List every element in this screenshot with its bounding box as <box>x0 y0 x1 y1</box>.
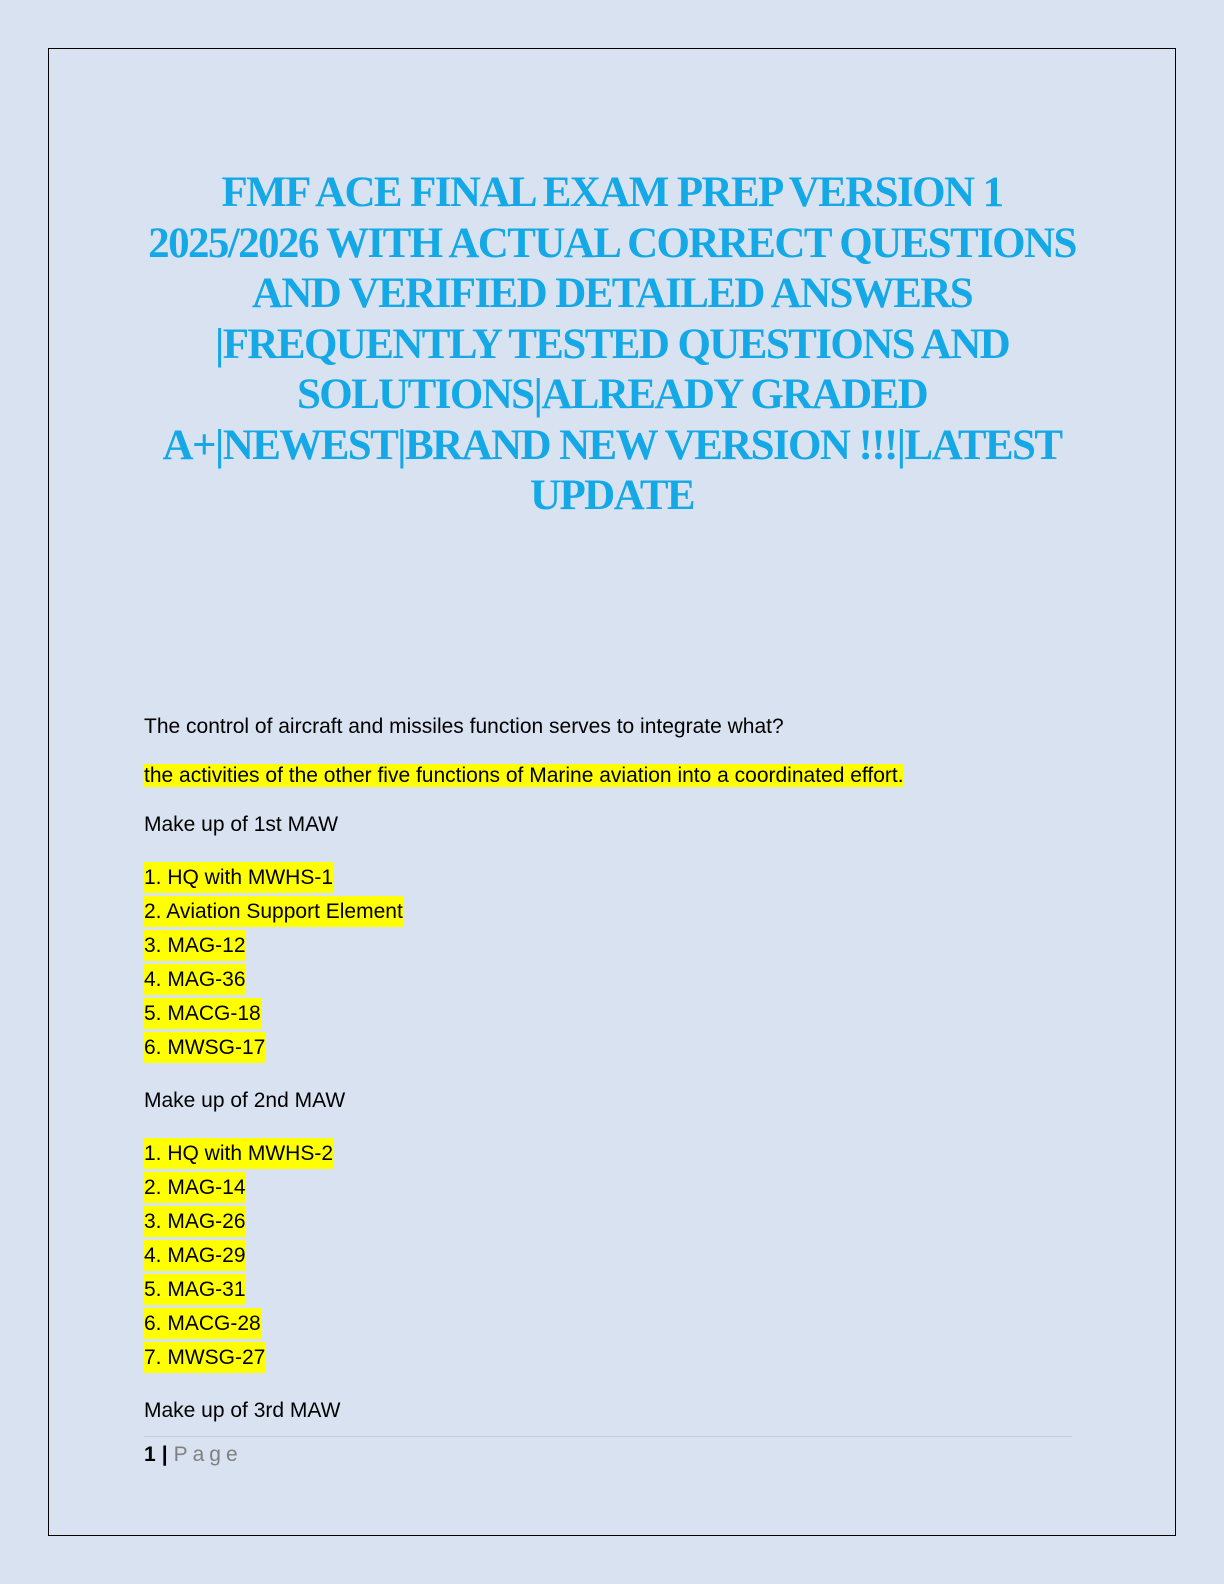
question-2: Make up of 1st MAW <box>144 813 339 836</box>
list-item: 1. HQ with MWHS-1 <box>144 861 1084 895</box>
list-item: 3. MAG-12 <box>144 929 1084 963</box>
answer-2-list <box>144 861 1084 1065</box>
list-item: 3. MAG-26 <box>144 1205 1084 1239</box>
document-title: FMF ACE FINAL EXAM PREP VERSION 1 2025/2026 WITH ACTUAL CORRECT QUESTIONS AND VERIFIED DETAILED ANSWERS |FREQUENTLY TESTED QUESTIONS AND SOLUTIONS|ALREADY GRADED A+|NEWEST|BRAND NEW VERSION !!!|LATEST UPDATE <box>148 169 1076 519</box>
list-item: 2. MAG-14 <box>144 1171 1084 1205</box>
footer-divider <box>144 1436 1072 1437</box>
question-4: Make up of 3rd MAW <box>144 1399 341 1422</box>
answer-3-list <box>144 1137 1084 1375</box>
page-label: Page <box>173 1443 243 1466</box>
list-item: 6. MWSG-17 <box>144 1031 1084 1065</box>
answer-1-text: the activities of the other five functions of Marine aviation into a coordinated effort. <box>144 764 904 787</box>
list-item: 7. MWSG-27 <box>144 1341 1084 1375</box>
question-1: The control of aircraft and missiles function serves to integrate what? <box>144 715 784 738</box>
answer-1 <box>144 763 1084 789</box>
footer-separator: | <box>161 1443 168 1466</box>
list-item: 4. MAG-36 <box>144 963 1084 997</box>
question-3: Make up of 2nd MAW <box>144 1089 346 1112</box>
list-item: 4. MAG-29 <box>144 1239 1084 1273</box>
list-item: 5. MAG-31 <box>144 1273 1084 1307</box>
list-item: 5. MACG-18 <box>144 997 1084 1031</box>
list-item: 6. MACG-28 <box>144 1307 1084 1341</box>
page-footer <box>144 1442 243 1468</box>
page-number: 1 <box>144 1443 156 1466</box>
list-item: 1. HQ with MWHS-2 <box>144 1137 1084 1171</box>
list-item: 2. Aviation Support Element <box>144 895 1084 929</box>
document-body <box>144 714 1084 1447</box>
